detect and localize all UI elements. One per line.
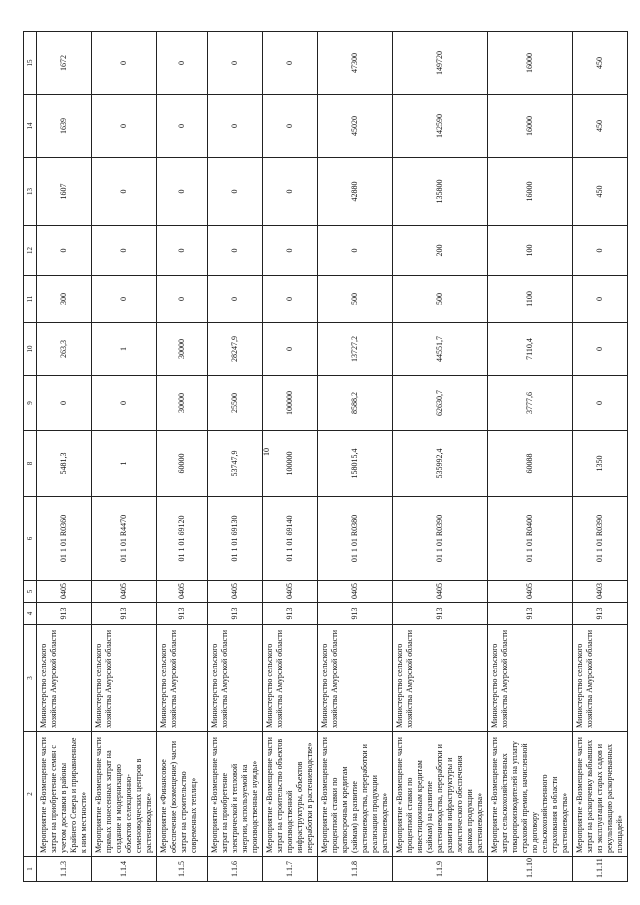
cell-org: Министерство сельского хозяйства Амурской области	[157, 625, 208, 732]
cell-c4: 913	[393, 603, 488, 625]
cell-c10: 13727,2	[318, 323, 393, 376]
cell-c4: 913	[573, 603, 628, 625]
column-header: 4	[24, 603, 37, 625]
cell-c5: 0405	[488, 581, 573, 603]
cell-c8: 1350	[573, 431, 628, 497]
cell-c6: 01 1 01 69120	[157, 497, 208, 581]
cell-c9: 100000	[263, 376, 318, 431]
cell-c9: 30000	[157, 376, 208, 431]
cell-num: 1.1.10	[488, 857, 573, 882]
cell-c10: 0	[573, 323, 628, 376]
cell-name: Мероприятие «Возмещение части затрат на приобретение семян с учетом доставки в районы Крайнего Севера и приравненные к ним местности»	[37, 732, 92, 857]
cell-c12: 0	[573, 226, 628, 276]
cell-num: 1.1.5	[157, 857, 208, 882]
cell-c8: 535992,4	[393, 431, 488, 497]
cell-c11: 500	[318, 276, 393, 323]
cell-c11: 1100	[488, 276, 573, 323]
cell-c12: 100	[488, 226, 573, 276]
cell-c5: 0403	[573, 581, 628, 603]
cell-c12: 0	[37, 226, 92, 276]
column-header: 9	[24, 376, 37, 431]
cell-c10: 1	[92, 323, 157, 376]
cell-c11: 0	[573, 276, 628, 323]
cell-num: 1.1.6	[208, 857, 263, 882]
cell-name: Мероприятие «Финансовое обеспечение (возмещение) части затрат на строительство современных теплиц»	[157, 732, 208, 857]
cell-c6: 01 1 01 R0390	[573, 497, 628, 581]
cell-name: Мероприятие «Возмещение части затрат на приобретение электрической и тепловой энергии, используемой на производственные нужды»	[208, 732, 263, 857]
column-header: 14	[24, 95, 37, 158]
cell-c5: 0405	[92, 581, 157, 603]
cell-c11: 500	[393, 276, 488, 323]
column-header: 2	[24, 732, 37, 857]
cell-c14: 0	[157, 95, 208, 158]
cell-c10: 0	[263, 323, 318, 376]
table-row	[318, 32, 393, 882]
table-row	[157, 32, 208, 882]
cell-c14: 450	[573, 95, 628, 158]
cell-c8: 53747,9	[208, 431, 263, 497]
cell-c15: 47300	[318, 32, 393, 95]
cell-num: 1.1.11	[573, 857, 628, 882]
cell-org: Министерство сельского хозяйства Амурской области	[92, 625, 157, 732]
cell-c5: 0405	[157, 581, 208, 603]
cell-num: 1.1.8	[318, 857, 393, 882]
cell-c11: 0	[263, 276, 318, 323]
cell-c4: 913	[92, 603, 157, 625]
table-body	[37, 32, 628, 882]
cell-c4: 913	[208, 603, 263, 625]
program-table	[23, 31, 628, 882]
rotated-table-container	[23, 32, 627, 882]
column-header: 10	[24, 323, 37, 376]
cell-c12: 0	[157, 226, 208, 276]
cell-org: Министерство сельского хозяйства Амурской области	[393, 625, 488, 732]
cell-org: Министерство сельского хозяйства Амурской области	[208, 625, 263, 732]
cell-name: Мероприятие «Возмещение части процентной ставки по краткосрочным кредитам (займам) на развитие растениеводства, переработки и реализации продукции растениеводства»	[318, 732, 393, 857]
cell-c13: 0	[208, 158, 263, 226]
column-header: 1	[24, 857, 37, 882]
column-header: 3	[24, 625, 37, 732]
cell-c10: 28247,9	[208, 323, 263, 376]
cell-c12: 0	[92, 226, 157, 276]
table-row	[488, 32, 573, 882]
cell-c13: 0	[157, 158, 208, 226]
column-header: 8	[24, 431, 37, 497]
cell-num: 1.1.3	[37, 857, 92, 882]
cell-c8: 60088	[488, 431, 573, 497]
cell-c9: 62630,7	[393, 376, 488, 431]
cell-c4: 913	[263, 603, 318, 625]
cell-c11: 0	[157, 276, 208, 323]
cell-c9: 0	[573, 376, 628, 431]
cell-c12: 0	[318, 226, 393, 276]
cell-c5: 0405	[37, 581, 92, 603]
cell-c4: 913	[488, 603, 573, 625]
cell-c15: 0	[263, 32, 318, 95]
table-row	[263, 32, 318, 882]
table-row	[208, 32, 263, 882]
cell-c5: 0405	[263, 581, 318, 603]
cell-org: Министерство сельского хозяйства Амурской области	[488, 625, 573, 732]
cell-c11: 0	[92, 276, 157, 323]
column-header: 12	[24, 226, 37, 276]
cell-c6: 01 1 01 R4470	[92, 497, 157, 581]
table-row	[573, 32, 628, 882]
cell-c6: 01 1 01 69140	[263, 497, 318, 581]
cell-num: 1.1.9	[393, 857, 488, 882]
cell-c15: 0	[92, 32, 157, 95]
cell-c15: 149720	[393, 32, 488, 95]
cell-c14: 45020	[318, 95, 393, 158]
cell-c4: 913	[318, 603, 393, 625]
cell-c14: 0	[92, 95, 157, 158]
cell-c11: 300	[37, 276, 92, 323]
cell-c15: 0	[157, 32, 208, 95]
cell-num: 1.1.7	[263, 857, 318, 882]
cell-c6: 01 1 01 R0400	[488, 497, 573, 581]
cell-c13: 135800	[393, 158, 488, 226]
cell-c8: 5481,3	[37, 431, 92, 497]
cell-org: Министерство сельского хозяйства Амурской области	[318, 625, 393, 732]
cell-c13: 0	[263, 158, 318, 226]
cell-name: Мероприятие «Возмещение части затрат сельскохозяйственных товаропроизводителей на уплату страховой премии, начисленной по договору сельскохозяйственного страхования в области растениеводства»	[488, 732, 573, 857]
cell-c14: 16000	[488, 95, 573, 158]
cell-c11: 0	[208, 276, 263, 323]
cell-org: Министерство сельского хозяйства Амурской области	[263, 625, 318, 732]
cell-c10: 263,3	[37, 323, 92, 376]
column-header: 6	[24, 497, 37, 581]
cell-name: Мероприятие «Возмещение части прямых понесенных затрат на создание и модернизацию объектов селекционно-семеноводческих центров в растениеводстве»	[92, 732, 157, 857]
cell-c9: 3777,6	[488, 376, 573, 431]
cell-c14: 142590	[393, 95, 488, 158]
cell-c15: 1672	[37, 32, 92, 95]
cell-c5: 0405	[208, 581, 263, 603]
cell-c4: 913	[157, 603, 208, 625]
cell-c15: 0	[208, 32, 263, 95]
cell-c13: 42880	[318, 158, 393, 226]
table-row	[92, 32, 157, 882]
cell-c10: 7110,4	[488, 323, 573, 376]
cell-name: Мероприятие «Возмещение части затрат на раскорчевку выбывших из эксплуатации старых садов и рекультивацию раскорчеванных площадей»	[573, 732, 628, 857]
header-row	[24, 32, 37, 882]
cell-c9: 25500	[208, 376, 263, 431]
cell-c12: 0	[263, 226, 318, 276]
cell-c6: 01 1 01 69130	[208, 497, 263, 581]
table-row	[393, 32, 488, 882]
cell-c6: 01 1 01 R0360	[37, 497, 92, 581]
page-number: 10	[262, 448, 271, 456]
cell-c15: 16000	[488, 32, 573, 95]
column-header: 11	[24, 276, 37, 323]
cell-c8: 1	[92, 431, 157, 497]
cell-c8: 60000	[157, 431, 208, 497]
column-header: 13	[24, 158, 37, 226]
cell-c12: 0	[208, 226, 263, 276]
cell-c4: 913	[37, 603, 92, 625]
cell-c8: 100000	[263, 431, 318, 497]
cell-name: Мероприятие «Возмещение части процентной ставки по инвестиционным кредитам (займам) на развитие растениеводства, переработки и развития инфраструктуры и логистического обеспечения рынков продукции растениеводства»	[393, 732, 488, 857]
cell-c10: 44551,7	[393, 323, 488, 376]
cell-c15: 450	[573, 32, 628, 95]
cell-org: Министерство сельского хозяйства Амурской области	[37, 625, 92, 732]
cell-c9: 0	[92, 376, 157, 431]
column-header: 5	[24, 581, 37, 603]
cell-c6: 01 1 01 R0390	[393, 497, 488, 581]
cell-c8: 158015,4	[318, 431, 393, 497]
cell-c5: 0405	[393, 581, 488, 603]
cell-c13: 450	[573, 158, 628, 226]
cell-c9: 0	[37, 376, 92, 431]
cell-c5: 0405	[318, 581, 393, 603]
cell-c13: 0	[92, 158, 157, 226]
cell-num: 1.1.4	[92, 857, 157, 882]
column-header: 15	[24, 32, 37, 95]
table-row	[37, 32, 92, 882]
cell-c6: 01 1 01 R0380	[318, 497, 393, 581]
cell-org: Министерство сельского хозяйства Амурской области	[573, 625, 628, 732]
cell-c14: 0	[263, 95, 318, 158]
cell-c10: 30000	[157, 323, 208, 376]
cell-c9: 8588,2	[318, 376, 393, 431]
cell-c14: 0	[208, 95, 263, 158]
cell-c14: 1639	[37, 95, 92, 158]
cell-c13: 1607	[37, 158, 92, 226]
cell-c12: 200	[393, 226, 488, 276]
cell-c13: 16000	[488, 158, 573, 226]
cell-name: Мероприятие «Возмещение части затрат на строительство объектов производственной инфраструктуры, объектов переработки в растениеводстве»	[263, 732, 318, 857]
